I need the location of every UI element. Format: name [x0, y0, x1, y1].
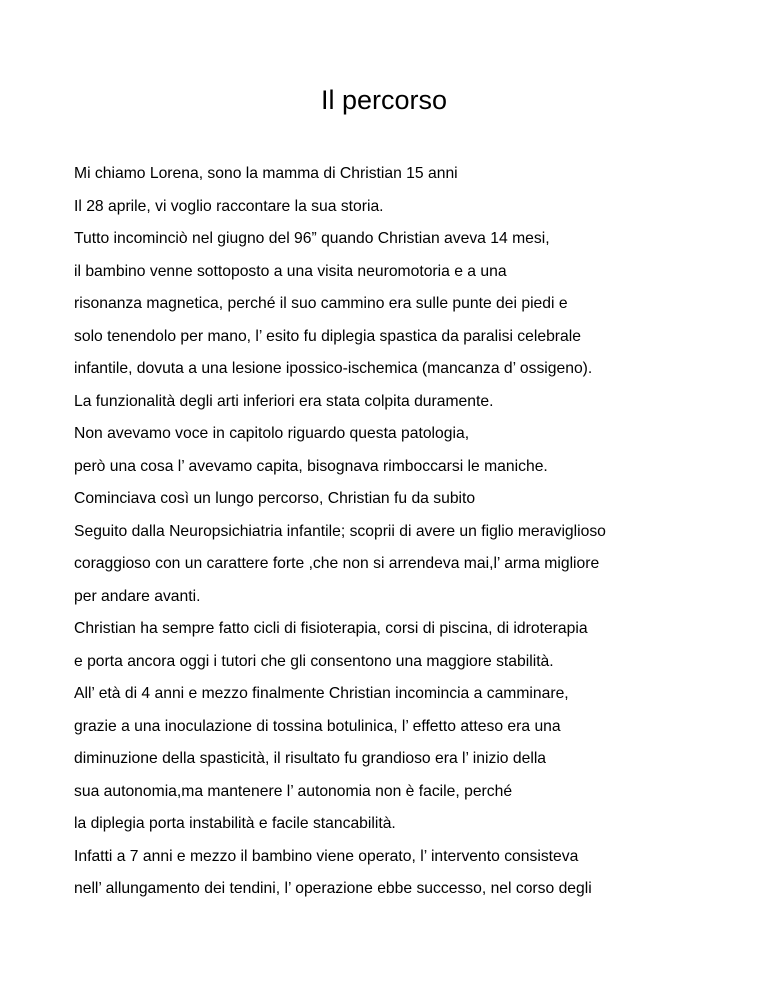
body-text	[74, 158, 754, 906]
page-title: Il percorso	[320, 85, 448, 115]
text-line: la diplegia porta instabilità e facile stancabilità.	[74, 815, 396, 832]
text-line: All’ età di 4 anni e mezzo finalmente Christian incomincia a camminare,	[74, 685, 569, 702]
text-line: infantile, dovuta a una lesione ipossico-ischemica (mancanza d’ ossigeno).	[74, 360, 593, 377]
text-line: Infatti a 7 anni e mezzo il bambino viene operato, l’ intervento consisteva	[74, 847, 579, 865]
text-line: grazie a una inoculazione di tossina botulinica, l’ effetto atteso era una	[74, 717, 561, 735]
text-line: diminuzione della spasticità, il risultato fu grandioso era l’ inizio della	[74, 750, 547, 767]
text-line: Tutto incominciò nel giugno del 96” quando Christian aveva 14 mesi,	[74, 230, 550, 247]
text-line: Seguito dalla Neuropsichiatria infantile; scoprii di avere un figlio meraviglioso	[74, 522, 606, 540]
text-line: Non avevamo voce in capitolo riguardo questa patologia,	[74, 425, 470, 442]
text-line: per andare avanti.	[74, 587, 201, 605]
text-line: nell’ allungamento dei tendini, l’ operazione ebbe successo, nel corso degli	[74, 880, 592, 897]
text-line: coraggioso con un carattere forte ,che non si arrendeva mai,l’ arma migliore	[74, 555, 600, 572]
text-line: Il 28 aprile, vi voglio raccontare la sua storia.	[74, 197, 384, 215]
text-line: sua autonomia,ma mantenere l’ autonomia non è facile, perché	[74, 782, 513, 800]
text-line: solo tenendolo per mano, l’ esito fu diplegia spastica da paralisi celebrale	[74, 327, 581, 345]
text-line: risonanza magnetica, perché il suo cammino era sulle punte dei piedi e	[74, 295, 568, 312]
text-line: Cominciava così un lungo percorso, Christian fu da subito	[74, 490, 476, 507]
text-line: e porta ancora oggi i tutori che gli consentono una maggiore stabilità.	[74, 652, 554, 670]
text-line: però una cosa l’ avevamo capita, bisognava rimboccarsi le maniche.	[74, 457, 548, 475]
text-line: Mi chiamo Lorena, sono la mamma di Christian 15 anni	[74, 165, 458, 182]
text-line: La funzionalità degli arti inferiori era stata colpita duramente.	[74, 392, 494, 410]
text-line: il bambino venne sottoposto a una visita neuromotoria e a una	[74, 262, 507, 280]
text-line: Christian ha sempre fatto cicli di fisioterapia, corsi di piscina, di idroterapia	[74, 620, 588, 637]
